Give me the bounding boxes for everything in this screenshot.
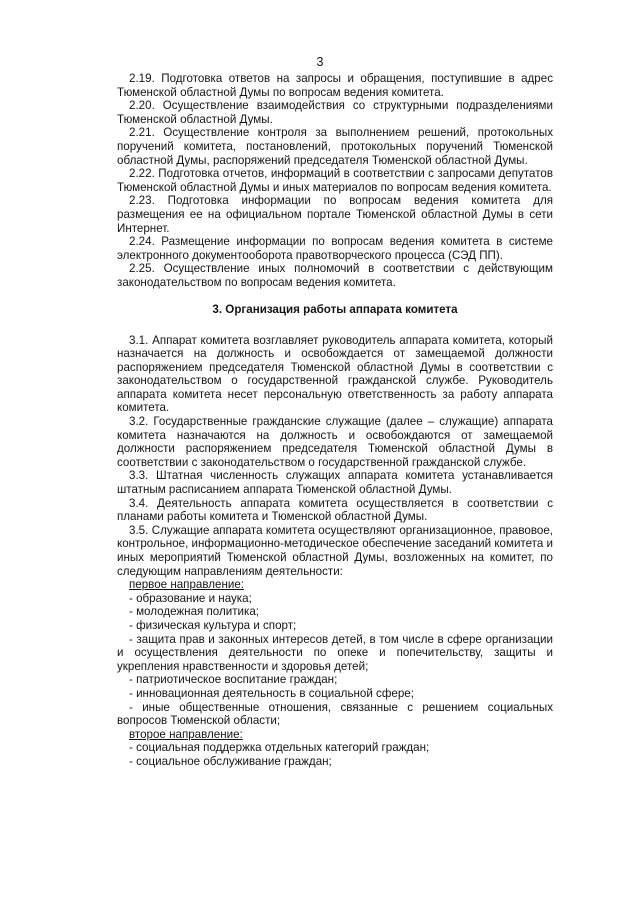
list-item: - социальная поддержка отдельных категорий граждан;: [129, 741, 430, 755]
list-item: - инновационная деятельность в социальной сфере;: [129, 686, 414, 700]
direction-2-title: второе направление:: [129, 727, 243, 741]
list-item: - физическая культура и спорт;: [129, 618, 297, 632]
list-item: - защита прав и законных интересов детей, в том числе в сфере организации и осуществления деятельности по опеке и попечительству, защиты и укрепления нравственности и здоровья детей;: [117, 632, 553, 673]
document-body: [117, 72, 553, 769]
paragraph-2-24: 2.24. Размещение информации по вопросам ведения комитета в системе электронного документооборота правотворческого процесса (СЭД ПП).: [117, 235, 553, 262]
paragraph-3-1: 3.1. Аппарат комитета возглавляет руководитель аппарата комитета, который назначается на должность и освобождается от замещаемой должности распоряжением председателя Тюменской областной Думы в соответствии с законодательством о государственной гражданской службе. Руководитель аппарата комитета несет персональную ответственность за работу аппарата комитета.: [117, 333, 553, 415]
direction-1-title-line: [117, 578, 553, 592]
page-number: 3: [316, 55, 324, 69]
list-item: - образование и наука;: [129, 591, 252, 605]
paragraph-2-23: 2.23. Подготовка информации по вопросам ведения комитета для размещения ее на официальном портале Тюменской областной Думы в сети Интернет.: [117, 194, 553, 235]
paragraph-2-21: 2.21. Осуществление контроля за выполнением решений, протокольных поручений комитета, постановлений, протокольных поручений Тюменской областной Думы, распоряжений председателя Тюменской областной Думы.: [117, 126, 553, 167]
list-item: - патриотическое воспитание граждан;: [129, 673, 338, 687]
list-item: - молодежная политика;: [129, 605, 260, 619]
paragraph-2-19: 2.19. Подготовка ответов на запросы и обращения, поступившие в адрес Тюменской областной Думы по вопросам ведения комитета.: [117, 72, 553, 99]
direction-1-title: первое направление:: [129, 578, 244, 592]
direction-2-title-line: [117, 728, 553, 742]
paragraph-2-20: 2.20. Осуществление взаимодействия со структурными подразделениями Тюменской областной Думы.: [117, 99, 553, 126]
paragraph-3-2: 3.2. Государственные гражданские служащие (далее – служащие) аппарата комитета назначаются на должность и освобождаются от замещаемой должности распоряжением председателя Тюменской областной Думы в соответствии с законодательством о государственной гражданской службе.: [117, 415, 553, 469]
paragraph-3-5: 3.5. Служащие аппарата комитета осуществляют организационное, правовое, контрольное, информационно-методическое обеспечение заседаний комитета и иных мероприятий Тюменской областной Думы, возложенных на комитет, по следующим направлениям деятельности:: [117, 523, 553, 578]
section-3-heading: 3. Организация работы аппарата комитета: [212, 302, 458, 316]
paragraph-2-25: 2.25. Осуществление иных полномочий в соответствии с действующим законодательством по вопросам ведения комитета.: [117, 262, 553, 289]
paragraph-3-3: 3.3. Штатная численность служащих аппарата комитета устанавливается штатным расписанием аппарата Тюменской областной Думы.: [117, 469, 553, 497]
paragraph-2-22: 2.22. Подготовка отчетов, информаций в соответствии с запросами депутатов Тюменской областной Думы и иных материалов по вопросам ведения комитета.: [117, 167, 553, 194]
paragraph-3-4: 3.4. Деятельность аппарата комитета осуществляется в соответствии с планами работы комитета и Тюменской областной Думы.: [117, 496, 553, 524]
list-item: - иные общественные отношения, связанные с решением социальных вопросов Тюменской области;: [117, 700, 553, 728]
list-item: - социальное обслуживание граждан;: [129, 754, 332, 768]
